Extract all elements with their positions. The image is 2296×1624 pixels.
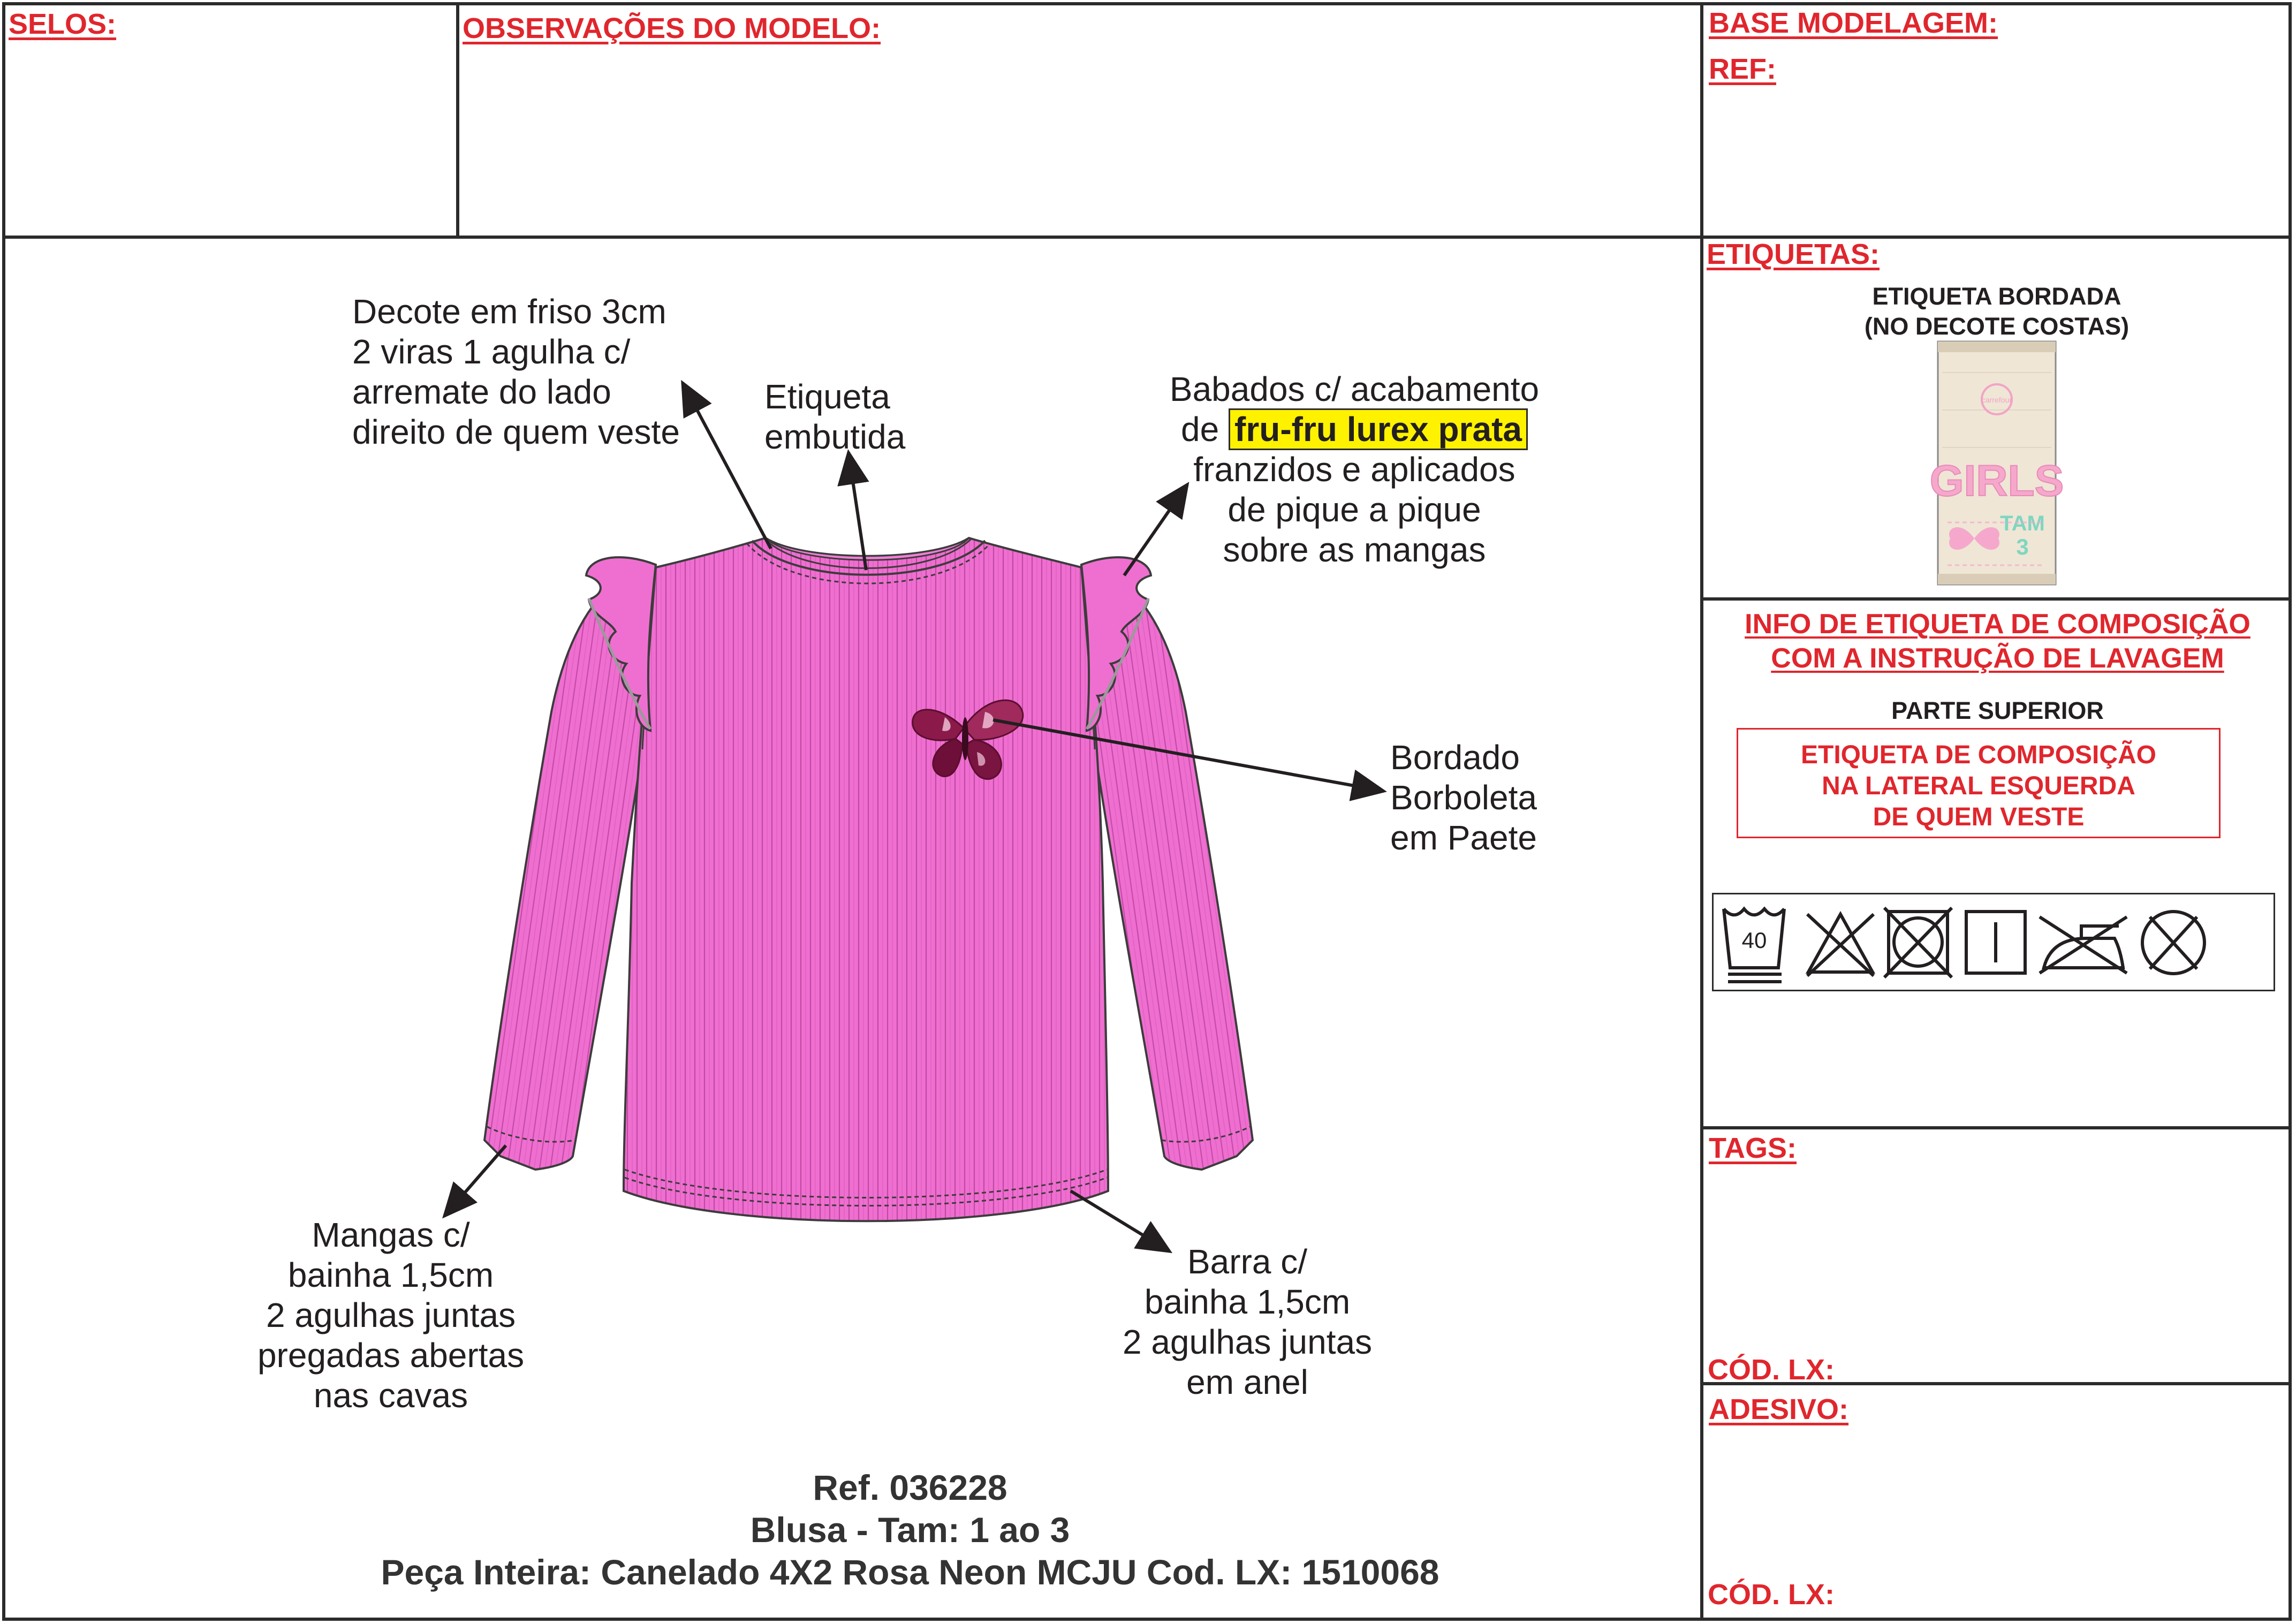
label-girls-text: GIRLS [1929,457,2064,505]
etiqueta-arrow [848,452,866,570]
woven-label-image [1929,340,2064,586]
ref-label: REF: [1709,53,1776,85]
no-tumble-dry-icon [1884,908,1952,977]
sidebar-row-2 [1700,1126,2292,1129]
selos-label: SELOS: [9,8,117,40]
cod-lx-label-2: CÓD. LX: [1708,1579,1835,1611]
no-iron-icon [2040,917,2127,973]
label-size-text: 3 [2016,534,2029,559]
care-symbols [1712,893,2275,991]
cod-lx-label-1: CÓD. LX: [1708,1354,1835,1386]
no-bleach-icon [1807,914,1874,976]
composicao-text: ETIQUETA DE COMPOSIÇÃO NA LATERAL ESQUERDA DE QUEM VESTE [1800,741,2157,831]
footer-ref: Ref. 036228 [813,1468,1007,1507]
decote-note: Decote em friso 3cm 2 viras 1 agulha c/ arremate do lado direito de quem veste [352,292,680,451]
barra-note: Barra c/ bainha 1,5cm 2 agulhas juntas em anel [1122,1242,1373,1401]
wash-temp-text: 40 [1741,928,1767,953]
label-tam-text: TAM [2000,512,2045,535]
sidebar-row-1 [1700,597,2292,601]
base-modelagem-label: BASE MODELAGEM: [1709,7,1998,39]
etiqueta-note: Etiqueta embutida [764,377,906,456]
decote-arrow [683,383,771,549]
info-composicao-title: INFO DE ETIQUETA DE COMPOSIÇÃO COM A INSTRUÇÃO DE LAVAGEM [1745,609,2250,674]
observacoes-label: OBSERVAÇÕES DO MODELO: [463,12,881,44]
bordado-note: Bordado Borboleta em Paete [1390,738,1537,857]
footer-product: Blusa - Tam: 1 ao 3 [750,1510,1070,1550]
line-dry-icon [1966,912,2025,973]
parte-superior: PARTE SUPERIOR [1891,697,2104,724]
mangas-note: Mangas c/ bainha 1,5cm 2 agulhas juntas pregadas abertas nas cavas [257,1216,525,1415]
label-brand-text: carrefour [1981,396,2012,404]
babados-note: Babados c/ acabamento de fru-fru lurex prata franzidos e aplicados de pique a pique sobre as mangas [1169,370,1540,569]
etiqueta-bordada-text: ETIQUETA BORDADA (NO DECOTE COSTAS) [1864,283,2130,340]
mangas-arrow [444,1145,506,1216]
sidebar-divider [1700,2,1703,1621]
footer-fabric: Peça Inteira: Canelado 4X2 Rosa Neon MCJU Cod. LX: 1510068 [381,1552,1439,1592]
adesivo-label: ADESIVO: [1709,1393,1849,1425]
footer-block [139,1467,1681,1593]
etiquetas-label: ETIQUETAS: [1707,238,1880,270]
tags-label: TAGS: [1709,1132,1797,1164]
garment-body [624,538,1108,1221]
no-dry-clean-icon [2142,912,2204,974]
highlight-lurex: fru-fru lurex prata [1229,408,1528,450]
